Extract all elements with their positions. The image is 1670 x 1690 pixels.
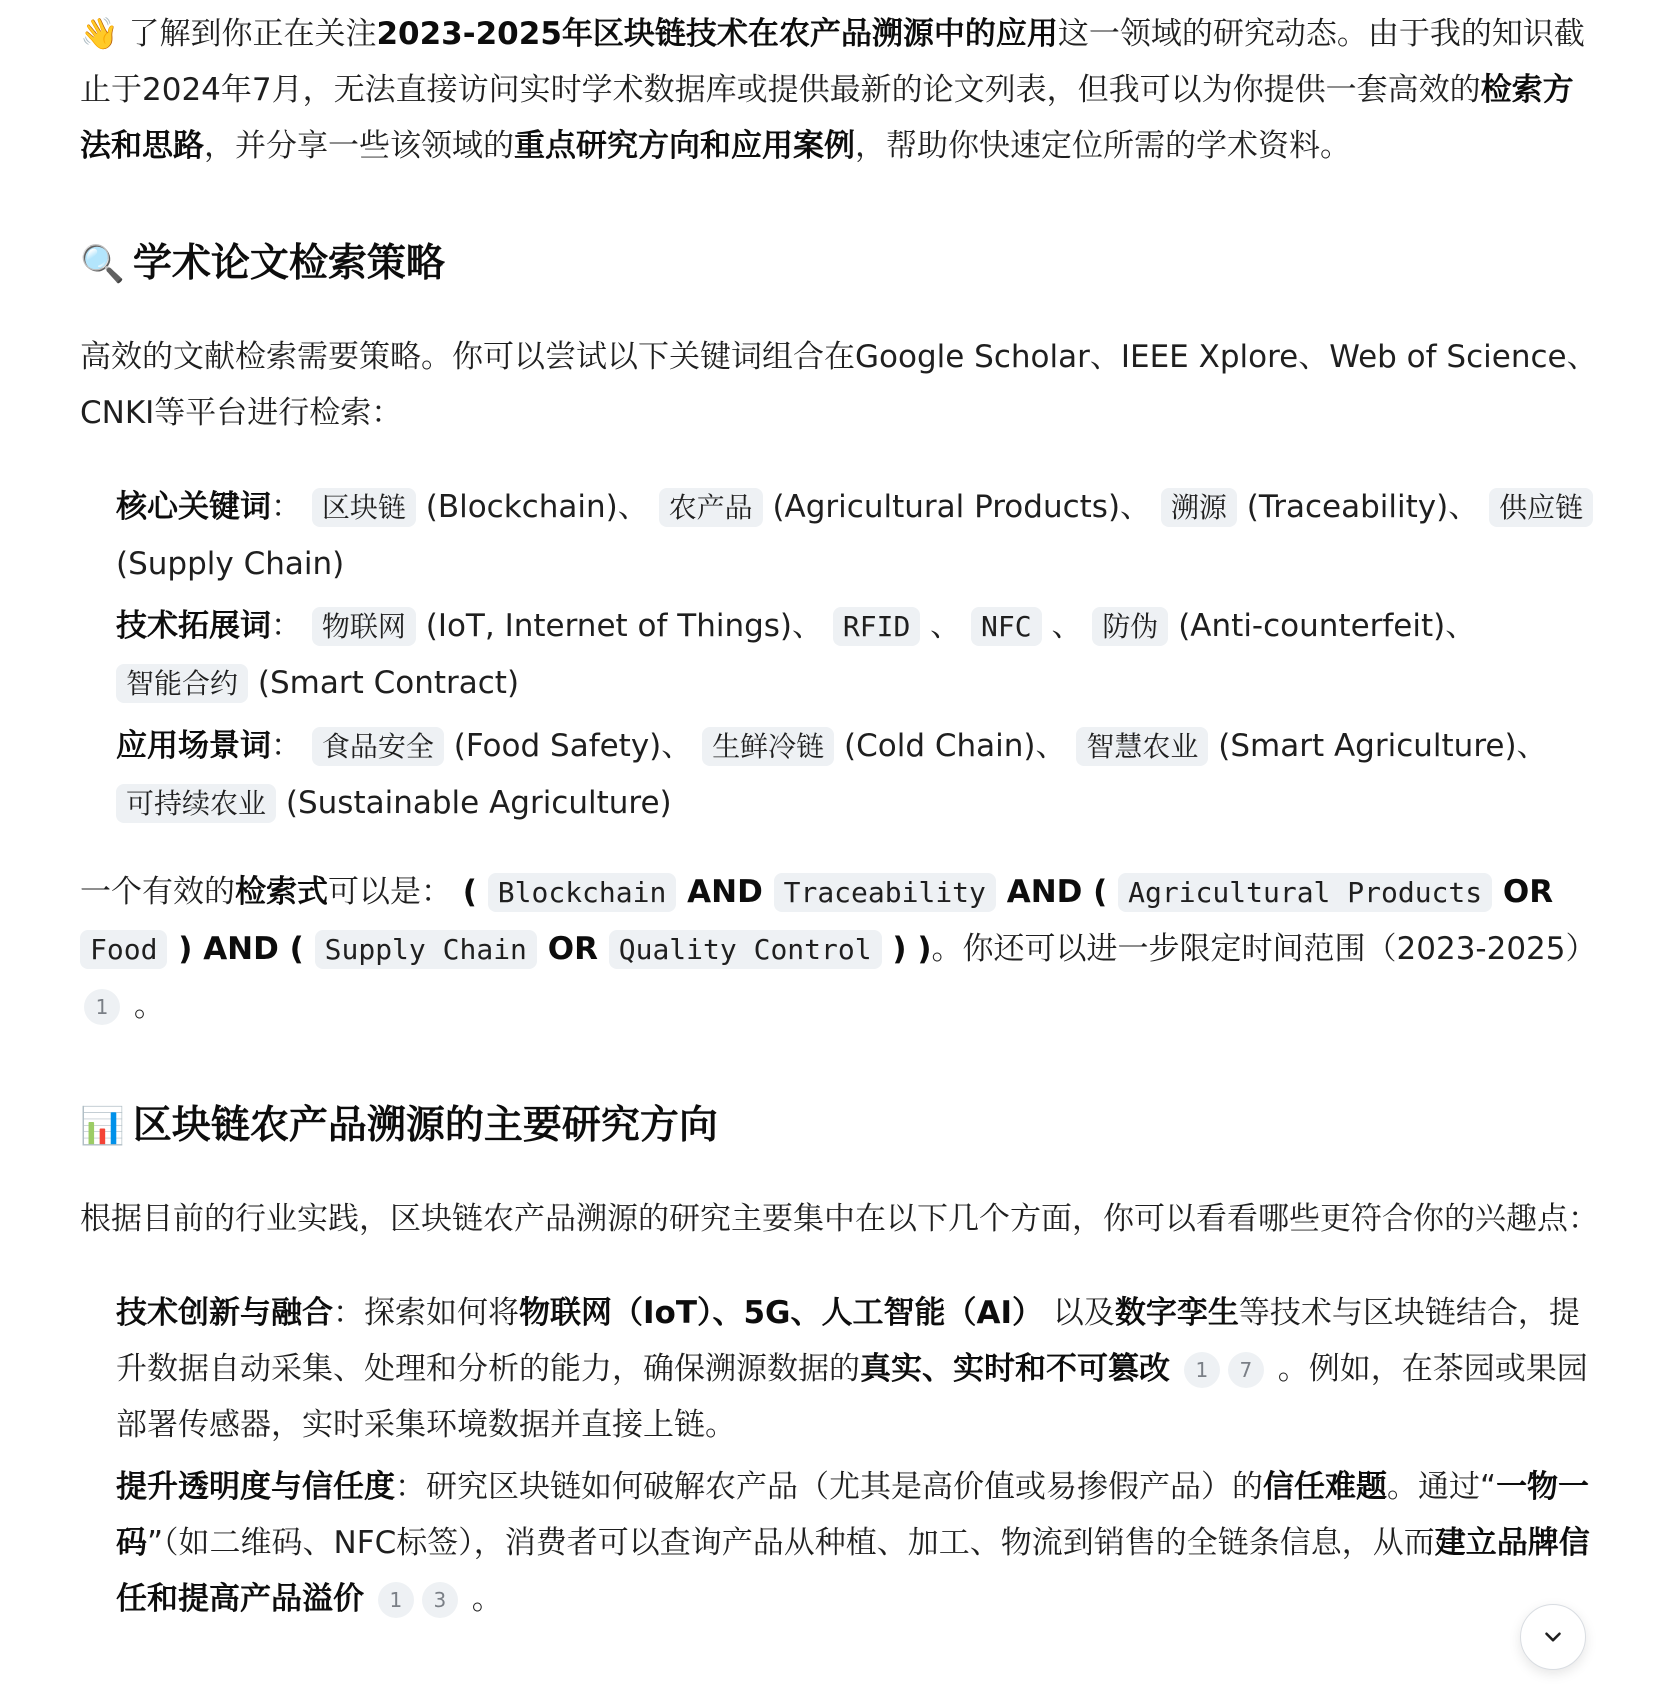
query-term-code: Agricultural Products (1118, 873, 1492, 912)
chat-response (80, 0, 1600, 1627)
query-term-code: Blockchain (488, 873, 677, 912)
keyword-code: 区块链 (312, 488, 416, 527)
research-directions-intro: 根据目前的行业实践，区块链农产品溯源的研究主要集中在以下几个方面，你可以看看哪些更符合你的兴趣点： (80, 1201, 1599, 1237)
list-item-core-keywords: 核心关键词： 区块链 (Blockchain)、 农产品 (Agricultural Products)、 溯源 (Traceability)、 供应链 (Supply Chain) (80, 479, 1600, 592)
query-term-code: Traceability (774, 873, 996, 912)
scroll-to-bottom-button[interactable] (1520, 1604, 1586, 1670)
search-strategy-intro: 高效的文献检索需要策略。你可以尝试以下关键词组合在Google Scholar、IEEE Xplore、Web of Science、CNKI等平台进行检索： (80, 339, 1598, 431)
citation-badge[interactable]: 1 (1184, 1352, 1220, 1388)
citation-badge[interactable]: 3 (422, 1582, 458, 1618)
keyword-code: 生鲜冷链 (702, 727, 834, 766)
query-term-code: Quality Control (609, 930, 882, 969)
section-heading-research-directions: 📊 区块链农产品溯源的主要研究方向 (80, 1103, 718, 1148)
citation-badge[interactable]: 7 (1228, 1352, 1264, 1388)
keyword-code: 智慧农业 (1076, 727, 1208, 766)
keyword-code: 溯源 (1161, 488, 1237, 527)
query-term-code: Supply Chain (315, 930, 537, 969)
keyword-code: 防伪 (1092, 607, 1168, 646)
citation-badge[interactable]: 1 (378, 1582, 414, 1618)
magnifier-icon: 🔍 (80, 244, 125, 285)
waving-hand-icon: 👋 (80, 16, 119, 52)
list-item-scene-keywords: 应用场景词： 食品安全 (Food Safety)、 生鲜冷链 (Cold Chain)、 智慧农业 (Smart Agriculture)、 可持续农业 (Sustainable Agriculture) (116, 728, 1548, 821)
search-query-paragraph: 一个有效的检索式可以是： ( Blockchain AND Traceability AND ( Agricultural Products OR Food ) AND ( Supply Chain OR Quality Control ) )。你还可以进一步限定时间范围（2023-2025） 1 。 (80, 874, 1597, 1024)
keyword-code: 智能合约 (116, 664, 248, 703)
keyword-code: RFID (833, 607, 920, 646)
citation-badge[interactable]: 1 (84, 989, 120, 1025)
section-heading-search-strategy: 🔍 学术论文检索策略 (80, 241, 445, 286)
list-item-tech-innovation: 技术创新与融合：探索如何将物联网（IoT）、5G、人工智能（AI） 以及数字孪生等技术与区块链结合，提升数据自动采集、处理和分析的能力，确保溯源数据的真实、实时和不可篡改 1 7 。例如，在茶园或果园部署传感器，实时采集环境数据并直接上链。 (116, 1295, 1588, 1443)
keyword-code: 可持续农业 (116, 784, 276, 823)
bar-chart-icon: 📊 (80, 1106, 125, 1147)
chevron-down-icon (1540, 1624, 1566, 1650)
keyword-code: 农产品 (659, 488, 763, 527)
keyword-code: 供应链 (1489, 488, 1593, 527)
keyword-code: 物联网 (312, 607, 416, 646)
query-term-code: Food (80, 930, 167, 969)
keyword-code: 食品安全 (312, 727, 444, 766)
list-item-tech-keywords: 技术拓展词： 物联网 (IoT, Internet of Things)、 RFID 、 NFC 、 防伪 (Anti-counterfeit)、 智能合约 (Smart Contract) (116, 608, 1477, 701)
intro-paragraph: 👋 了解到你正在关注2023-2025年区块链技术在农产品溯源中的应用这一领域的研究动态。由于我的知识截止于2024年7月，无法直接访问实时学术数据库或提供最新的论文列表，但我可以为你提供一套高效的检索方法和思路，并分享一些该领域的重点研究方向和应用案例，帮助你快速定位所需的学术资料。 (80, 16, 1585, 164)
keyword-code: NFC (971, 607, 1042, 646)
list-item-transparency-trust: 提升透明度与信任度：研究区块链如何破解农产品（尤其是高价值或易掺假产品）的信任难题。通过“一物一码”（如二维码、NFC标签），消费者可以查询产品从种植、加工、物流到销售的全链条信息，从而建立品牌信任和提高产品溢价 1 3 。 (116, 1469, 1590, 1617)
